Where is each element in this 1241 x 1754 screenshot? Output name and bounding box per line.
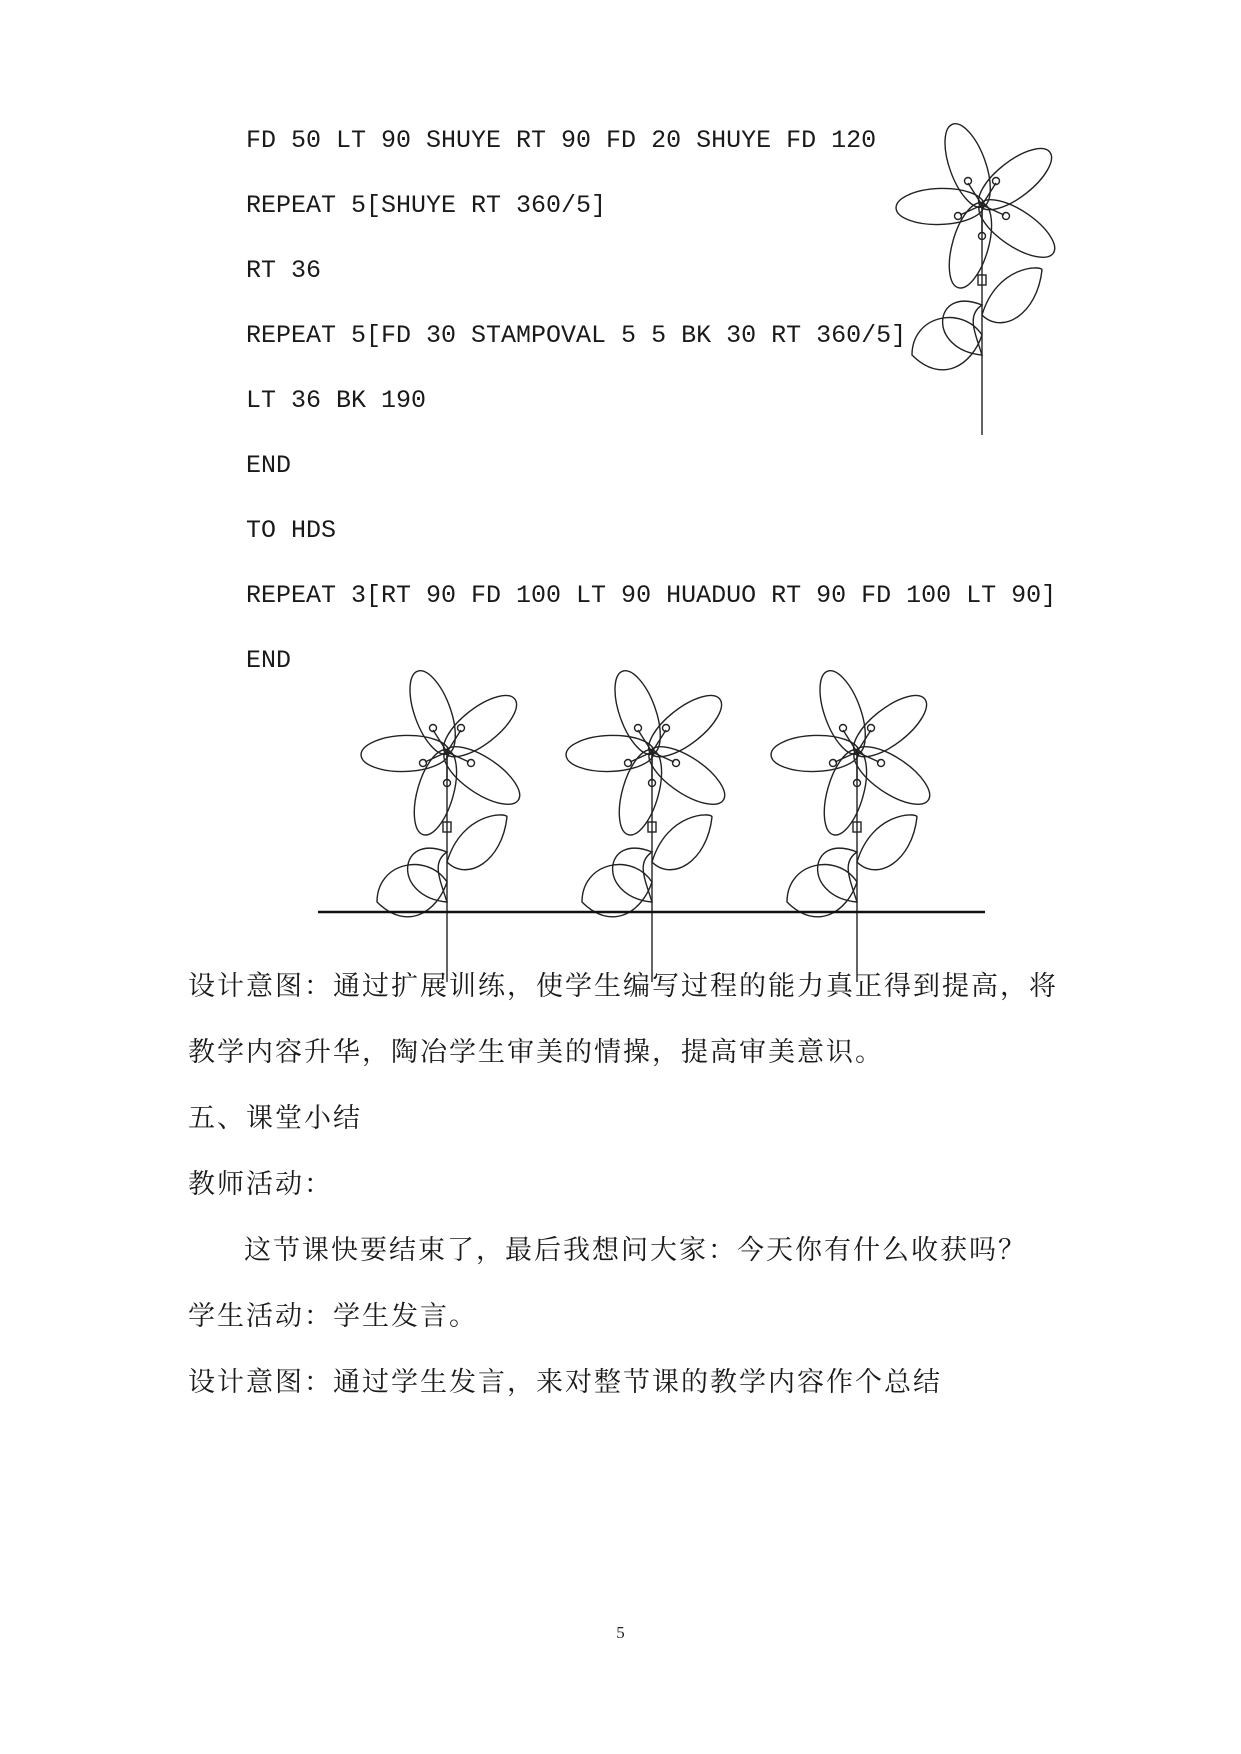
student-activity: 学生活动：学生发言。 <box>188 1301 478 1332</box>
teacher-question: 这节课快要结束了，最后我想问大家：今天你有什么收获吗？ <box>244 1235 1027 1266</box>
code-line-2: REPEAT 5[SHUYE RT 360/5] <box>246 191 607 220</box>
code-line-8: REPEAT 3[RT 90 FD 100 LT 90 HUADUO RT 90 FD 100 LT 90] <box>246 581 1057 610</box>
design-intent-paragraph-line-1: 设计意图：通过扩展训练，使学生编写过程的能力真正得到提高，将 <box>188 971 1058 1002</box>
teacher-activity-label: 教师活动： <box>188 1169 333 1200</box>
code-line-5: LT 36 BK 190 <box>246 386 427 415</box>
code-line-9: END <box>246 646 292 675</box>
page-number: 5 <box>616 1623 625 1642</box>
code-line-4: REPEAT 5[FD 30 STAMPOVAL 5 5 BK 30 RT 360/5] <box>246 321 907 350</box>
flower-icon <box>895 118 1063 435</box>
code-line-3: RT 36 <box>246 256 322 285</box>
code-line-6: END <box>246 451 292 480</box>
section-heading: 五、课堂小结 <box>188 1103 362 1134</box>
code-line-1: FD 50 LT 90 SHUYE RT 90 FD 20 SHUYE FD 120 <box>246 126 877 155</box>
flower-icon <box>770 665 938 982</box>
design-intent-summary: 设计意图：通过学生发言，来对整节课的教学内容作个总结 <box>188 1367 942 1398</box>
code-line-7: TO HDS <box>246 516 337 545</box>
flower-icon <box>360 665 528 982</box>
flower-icon <box>565 665 733 982</box>
design-intent-paragraph-line-2: 教学内容升华，陶冶学生审美的情操，提高审美意识。 <box>188 1037 884 1068</box>
